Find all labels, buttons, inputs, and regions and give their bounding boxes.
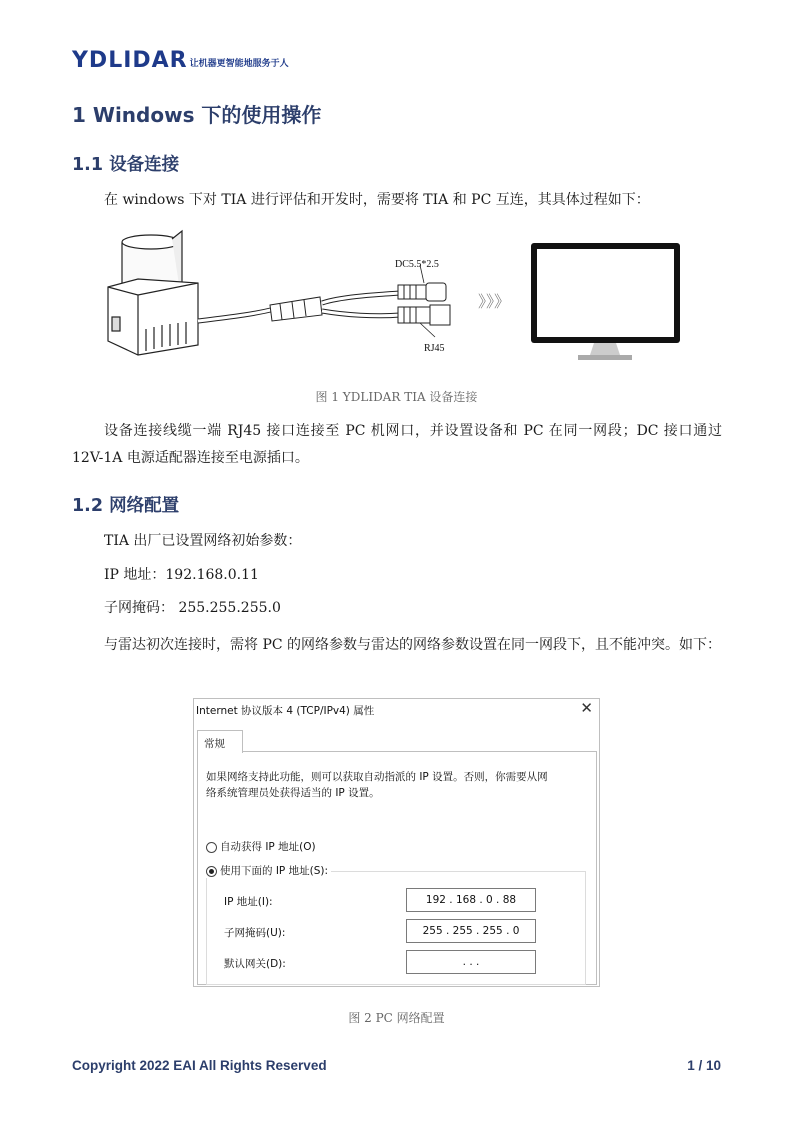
section-1-1-heading: 1.1 设备连接 bbox=[72, 155, 180, 175]
ip-address-input[interactable]: 192 . 168 . 0 . 88 bbox=[406, 888, 536, 912]
dialog-description-2: 络系统管理员处获得适当的 IP 设置。 bbox=[206, 787, 380, 799]
network-paragraph: 与雷达初次连接时，需将 PC 的网络参数与雷达的网络参数设置在同一网段下，且不能冲突。如下： bbox=[104, 637, 722, 653]
arrow-symbols: 》》》 bbox=[478, 292, 511, 311]
brand-logo bbox=[72, 48, 289, 74]
figure-2-caption: 图 2 PC 网络配置 bbox=[348, 1011, 445, 1025]
tab-general[interactable] bbox=[197, 730, 243, 753]
logo-text: YDLIDAR bbox=[72, 48, 188, 73]
radio-button-icon bbox=[206, 842, 217, 853]
subnet-mask-label: 子网掩码(U): bbox=[224, 927, 286, 939]
device-connection-figure bbox=[100, 225, 690, 375]
rj45-label: RJ45 bbox=[424, 343, 445, 354]
pc-monitor-illustration bbox=[531, 243, 680, 360]
subnet-mask-text: 子网掩码： 255.255.255.0 bbox=[104, 600, 281, 616]
footer-page-number: 1 / 10 bbox=[687, 1058, 721, 1073]
section-1-2-heading: 1.2 网络配置 bbox=[72, 496, 180, 516]
section-1-heading: 1 Windows 下的使用操作 bbox=[72, 103, 322, 127]
lidar-device-illustration bbox=[108, 231, 198, 355]
intro-text: 在 windows 下对 TIA 进行评估和开发时，需要将 TIA 和 PC 互连，其具体过程如下： bbox=[104, 192, 650, 208]
radio-auto-ip[interactable] bbox=[206, 839, 316, 854]
dialog-title: Internet 协议版本 4 (TCP/IPv4) 属性 bbox=[196, 705, 375, 717]
radio-selected-icon bbox=[206, 866, 217, 877]
footer-copyright: Copyright 2022 EAI All Rights Reserved bbox=[72, 1058, 327, 1073]
factory-params-text: TIA 出厂已设置网络初始参数： bbox=[104, 533, 302, 549]
ip-address-label: IP 地址(I): bbox=[224, 896, 273, 908]
dc-connector bbox=[398, 283, 446, 301]
connection-paragraph: 设备连接线缆一端 RJ45 接口连接至 PC 机网口，并设置设备和 PC 在同一网段；DC 接口通过 12V-1A 电源适配器连接至电源插口。 bbox=[72, 423, 722, 466]
rj45-connector bbox=[398, 305, 450, 325]
figure-1-caption: 图 1 YDLIDAR TIA 设备连接 bbox=[315, 390, 478, 404]
radio-manual-ip[interactable] bbox=[206, 863, 331, 878]
dc-label: DC5.5*2.5 bbox=[395, 259, 439, 270]
close-icon[interactable]: ✕ bbox=[580, 699, 593, 717]
splitter-connector bbox=[270, 297, 322, 321]
ipv4-properties-dialog bbox=[193, 698, 600, 987]
default-gateway-label: 默认网关(D): bbox=[224, 958, 286, 970]
radio-manual-label: 使用下面的 IP 地址(S): bbox=[220, 865, 328, 877]
dialog-description-1: 如果网络支持此功能，则可以获取自动指派的 IP 设置。否则，你需要从网 bbox=[206, 771, 548, 783]
default-gateway-input[interactable]: . . . bbox=[406, 950, 536, 974]
radio-auto-label: 自动获得 IP 地址(O) bbox=[220, 841, 316, 853]
tab-general-label: 常规 bbox=[204, 738, 225, 750]
ip-address-text: IP 地址：192.168.0.11 bbox=[104, 567, 259, 583]
logo-slogan: 让机器更智能地服务于人 bbox=[189, 59, 289, 69]
subnet-mask-input[interactable]: 255 . 255 . 255 . 0 bbox=[406, 919, 536, 943]
